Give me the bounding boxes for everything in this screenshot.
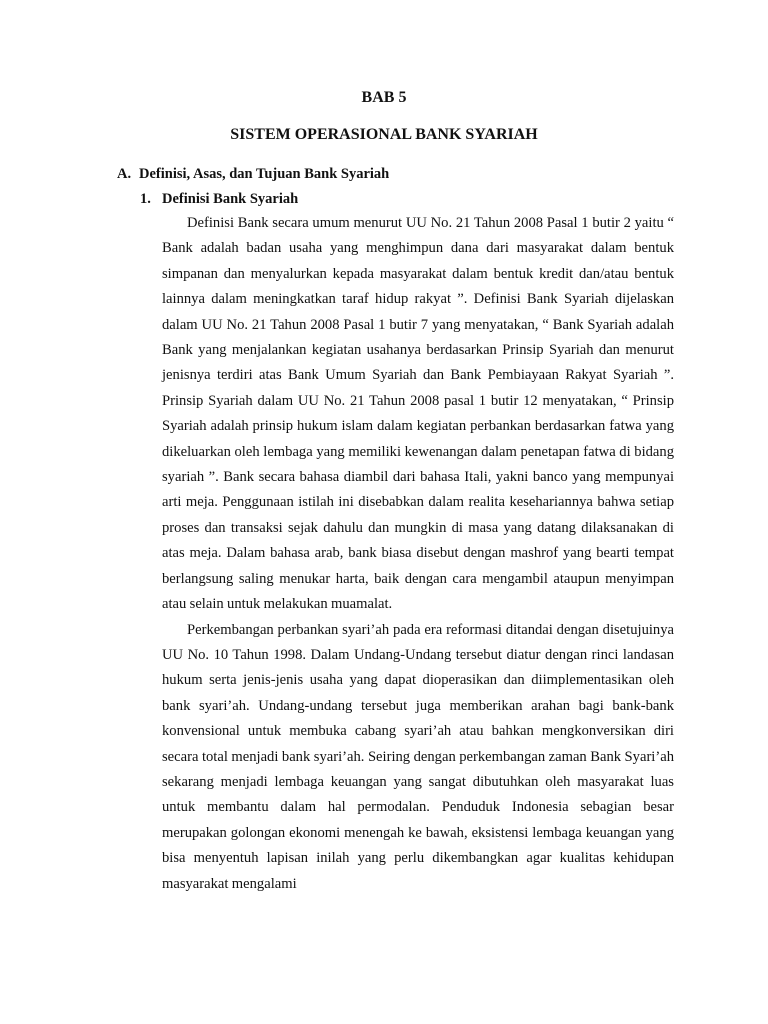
subsection-number: 1. bbox=[140, 191, 151, 207]
chapter-title: SISTEM OPERASIONAL BANK SYARIAH bbox=[230, 126, 538, 143]
section-heading bbox=[117, 165, 389, 183]
paragraph: Definisi Bank secara umum menurut UU No. 21 Tahun 2008 Pasal 1 butir 2 yaitu “ Bank adalah badan usaha yang menghimpun dana dari masyarakat dalam bentuk simpanan dan menyalurkan kepada masyarakat dalam bentuk kredit dan/atau bentuk lainnya dalam meningkatkan taraf hidup rakyat ”. Definisi Bank Syariah dijelaskan dalam UU No. 21 Tahun 2008 Pasal 1 butir 7 yang menyatakan, “ Bank Syariah adalah Bank yang menjalankan kegiatan usahanya berdasarkan Prinsip Syariah dan menurut jenisnya terdiri atas Bank Umum Syariah dan Bank Pembiayaan Rakyat Syariah ”. Prinsip Syariah dalam UU No. 21 Tahun 2008 pasal 1 butir 12 menyatakan, “ Prinsip Syariah adalah prinsip hukum islam dalam kegiatan perbankan berdasarkan fatwa yang dikeluarkan oleh lembaga yang memiliki kewenangan dalam penetapan fatwa di bidang syariah ”. Bank secara bahasa diambil dari bahasa Itali, yakni banco yang mempunyai arti meja. Penggunaan istilah ini disebabkan dalam realita kesehariannya bahwa setiap proses dan transaksi sejak dahulu dan mungkin di masa yang datang dilaksanakan di atas meja. Dalam bahasa arab, bank biasa disebut dengan mashrof yang bearti tempat berlangsung saling menukar harta, baik dengan cara mengambil ataupun menyimpan atau selain untuk melakukan muamalat. bbox=[162, 215, 674, 613]
subsection-heading bbox=[140, 190, 298, 208]
chapter-heading: BAB 5 bbox=[361, 89, 407, 106]
subsection-heading-text: Definisi Bank Syariah bbox=[162, 191, 299, 207]
body-text bbox=[162, 211, 674, 897]
section-heading-text: Definisi, Asas, dan Tujuan Bank Syariah bbox=[139, 166, 390, 182]
paragraph: Perkembangan perbankan syari’ah pada era reformasi ditandai dengan disetujuinya UU No. 10 Tahun 1998. Dalam Undang-Undang tersebut diatur dengan rinci landasan hukum serta jenis-jenis usaha yang dapat dioperasikan dan diimplementasikan oleh bank syari’ah. Undang-undang tersebut juga memberikan arahan bagi bank-bank konvensional untuk membuka cabang syari’ah atau bahkan mengkonversikan diri secara total menjadi bank syari’ah. Seiring dengan perkembangan zaman Bank Syari’ah sekarang menjadi lembaga keuangan yang sangat dibutuhkan oleh masyarakat luas untuk membantu dalam hal permodalan. Penduduk Indonesia sebagian besar merupakan golongan ekonomi menengah ke bawah, eksistensi lembaga keuangan yang bisa menyentuh lapisan inilah yang perlu dikembangkan agar kualitas kehidupan masyarakat mengalami bbox=[162, 621, 674, 892]
section-letter: A. bbox=[117, 166, 132, 182]
